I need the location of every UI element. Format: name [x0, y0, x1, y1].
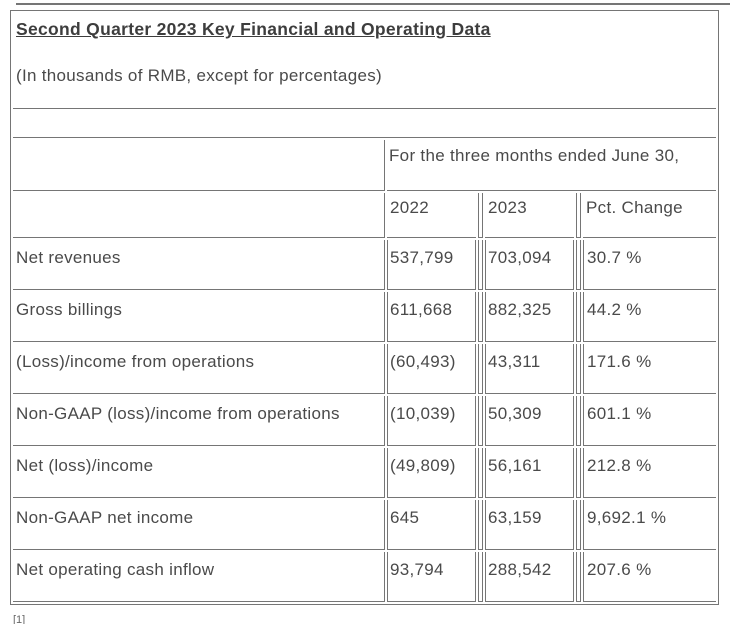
period-header-cell: For the three months ended June 30, — [387, 140, 716, 191]
column-spacer — [478, 396, 483, 446]
column-spacer — [576, 193, 581, 238]
column-spacer — [478, 448, 483, 498]
column-spacer — [576, 240, 581, 290]
value-pct-change: 601.1 % — [583, 396, 716, 446]
column-spacer — [478, 552, 483, 602]
column-spacer — [576, 448, 581, 498]
financial-data-table — [10, 10, 719, 605]
value-2023: 56,161 — [485, 448, 574, 498]
table-row-non-gaap-net-income — [13, 500, 716, 550]
value-2023: 882,325 — [485, 292, 574, 342]
page-title: Second Quarter 2023 Key Financial and Operating Data — [16, 19, 491, 39]
title-row — [13, 13, 716, 109]
column-spacer — [478, 344, 483, 394]
value-2022: (60,493) — [387, 344, 476, 394]
table-row-non-gaap-loss-income-operations — [13, 396, 716, 446]
column-header-2022: 2022 — [387, 193, 476, 238]
page-subtitle: (In thousands of RMB, except for percentages) — [16, 66, 382, 85]
value-2023: 703,094 — [485, 240, 574, 290]
period-row-label-cell — [13, 140, 385, 191]
value-pct-change: 171.6 % — [583, 344, 716, 394]
title-block-cell — [13, 13, 716, 109]
value-pct-change: 212.8 % — [583, 448, 716, 498]
value-2023: 288,542 — [485, 552, 574, 602]
column-header-pct-change: Pct. Change — [583, 193, 716, 238]
row-label: Gross billings — [13, 292, 385, 342]
value-2023: 50,309 — [485, 396, 574, 446]
column-header-2023: 2023 — [485, 193, 574, 238]
row-label: Net (loss)/income — [13, 448, 385, 498]
column-spacer — [478, 240, 483, 290]
value-2022: (10,039) — [387, 396, 476, 446]
value-2022: (49,809) — [387, 448, 476, 498]
table-row-gross-billings — [13, 292, 716, 342]
year-header-row — [13, 193, 716, 238]
table-row-net-revenues — [13, 240, 716, 290]
column-spacer — [478, 193, 483, 238]
row-label: Non-GAAP (loss)/income from operations — [13, 396, 385, 446]
value-2022: 537,799 — [387, 240, 476, 290]
value-2023: 63,159 — [485, 500, 574, 550]
row-label: (Loss)/income from operations — [13, 344, 385, 394]
empty-row-cell — [13, 111, 716, 138]
value-2022: 645 — [387, 500, 476, 550]
row-label: Net revenues — [13, 240, 385, 290]
value-pct-change: 30.7 % — [583, 240, 716, 290]
column-spacer — [478, 500, 483, 550]
row-label: Non-GAAP net income — [13, 500, 385, 550]
year-row-label-cell — [13, 193, 385, 238]
column-spacer — [576, 396, 581, 446]
empty-row — [13, 111, 716, 138]
value-pct-change: 207.6 % — [583, 552, 716, 602]
footnote-marker: [1] — [13, 614, 26, 624]
column-spacer — [576, 292, 581, 342]
column-spacer — [478, 292, 483, 342]
value-pct-change: 44.2 % — [583, 292, 716, 342]
value-2022: 93,794 — [387, 552, 476, 602]
period-header-row — [13, 140, 716, 191]
table-row-net-loss-income — [13, 448, 716, 498]
value-pct-change: 9,692.1 % — [583, 500, 716, 550]
table-row-loss-income-operations — [13, 344, 716, 394]
table-row-net-operating-cash-inflow — [13, 552, 716, 602]
value-2022: 611,668 — [387, 292, 476, 342]
column-spacer — [576, 552, 581, 602]
top-horizontal-rule — [16, 3, 730, 5]
row-label: Net operating cash inflow — [13, 552, 385, 602]
column-spacer — [576, 344, 581, 394]
column-spacer — [576, 500, 581, 550]
value-2023: 43,311 — [485, 344, 574, 394]
